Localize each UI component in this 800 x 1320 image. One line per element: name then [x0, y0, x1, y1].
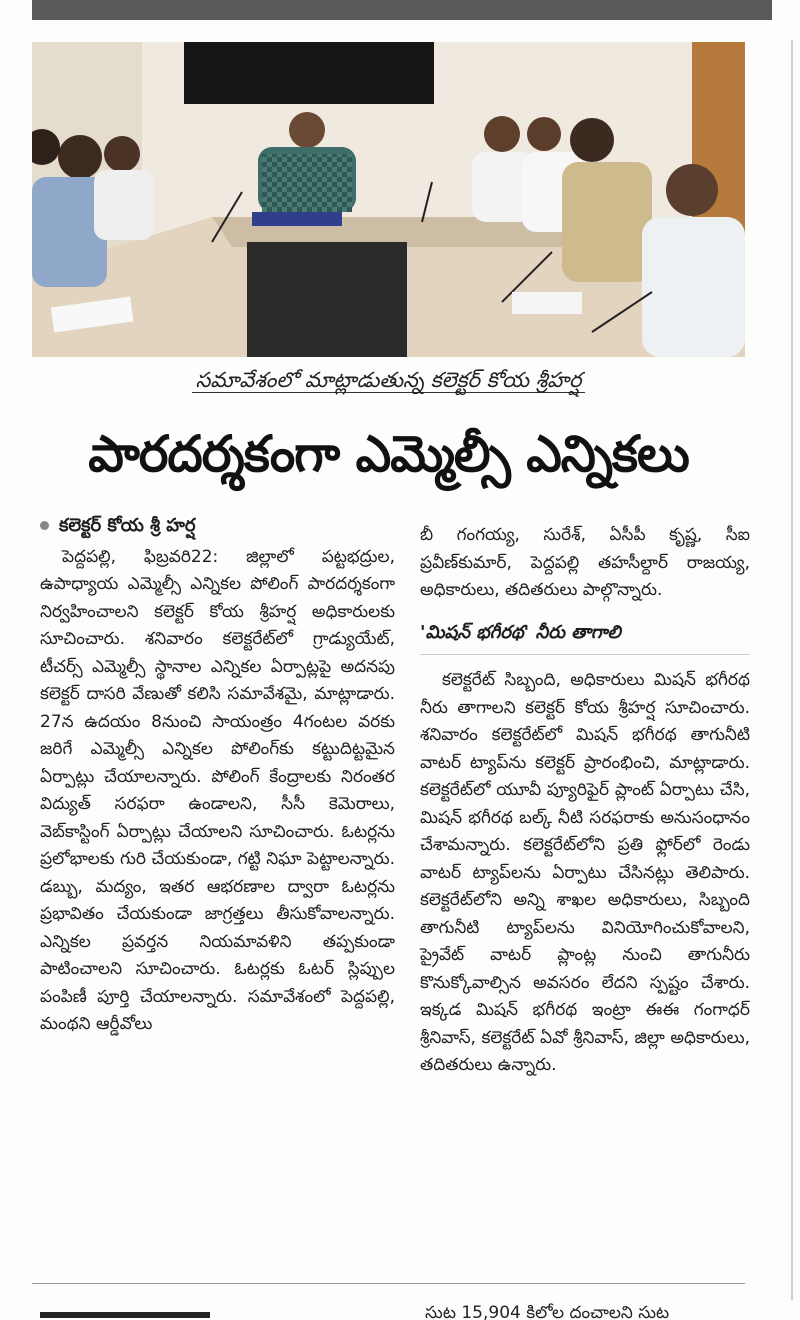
- byline-text: కలెక్టర్ కోయ శ్రీ హర్ష: [59, 515, 196, 536]
- byline: [40, 512, 395, 540]
- next-article-headline-cropped: [40, 1300, 240, 1320]
- column-rule: [791, 40, 793, 1300]
- headline: పారదర్శకంగా ఎమ్మెల్సీ ఎన్నికలు: [88, 425, 689, 483]
- photo-caption: [32, 363, 745, 397]
- right-article-body: కలెక్టరేట్ సిబ్బంది, అధికారులు మిషన్ భగీరథ నీరు తాగాలని కలెక్టర్ కోయ శ్రీహర్ష సూచించారు. శనివారం కలెక్టరేట్‌లో మిషన్ భగీరథ తాగునీటి వాటర్ ట్యాప్‌ను కలెక్టర్ ప్రారంభించి, మాట్లాడారు. కలెక్టరేట్‌లో యూవీ ప్యూరిఫైర్ ప్లాంట్ ఏర్పాటు చేసి, మిషన్ భగీరథ బల్క్ నీటి సరఫరాకు అనుసంధానం చేశామన్నారు. కలెక్టరేట్‌లోని ప్రతి ఫ్లోర్‌లో రెండు వాటర్ ట్యాప్‌లను ఏర్పాటు చేసినట్లు తెలిపారు. కలెక్టరేట్‌లోని అన్ని శాఖల అధికారులు, సిబ్బంది తాగునీటి ట్యాప్‌లను వినియోగించుకోవాలని, ప్రైవేట్ వాటర్ ప్లాంట్ల నుంచి తాగునీరు కొనుక్కోవాల్సిన అవసరం లేదని స్పష్టం చేశారు. ఇక్కడ మిషన్ భగీరథ ఇంట్రా ఈఈ గంగాధర్ శ్రీనివాస్, కలెక్టరేట్ ఏవో శ్రీనివాస్, జిల్లా అధికారులు, తదితరులు ఉన్నారు.: [420, 670, 750, 1075]
- left-article-body: పెద్దపల్లి, ఫిబ్రవరి22: జిల్లాలో పట్టభద్రుల, ఉపాధ్యాయ ఎమ్మెల్సీ ఎన్నికల పోలింగ్ పారదర్శకంగా నిర్వహించాలని కలెక్టర్ కోయ శ్రీహర్ష అధికారులకు సూచించారు. శనివారం కలెక్టరేట్‌లో గ్రాడ్యుయేట్, టీచర్స్ ఎమ్మెల్సీ స్థానాల ఎన్నికల ఏర్పాట్లపై అదనపు కలెక్టర్ దాసరి వేణుతో కలిసి సమావేశమై, మాట్లాడారు. 27న ఉదయం 8నుంచి సాయంత్రం 4గంటల వరకు జరిగే ఎమ్మెల్సీ ఎన్నికల పోలింగ్‌కు కట్టుదిట్టమైన ఏర్పాట్లు చేయాలన్నారు. పోలింగ్ కేంద్రాలకు నిరంతర విద్యుత్ సరఫరా ఉండాలని, సీసీ కెమెరాలు, వెబ్‌కాస్టింగ్ ఏర్పాట్లు చేయాలని సూచించారు. ఓటర్లను ప్రలోభాలకు గురి చేయకుండా, గట్టి నిఘా పెట్టాలన్నారు. డబ్బు, మద్యం, ఇతర ఆభరణాల ద్వారా ఓటర్లను ప్రభావితం చేయకుండా జాగ్రత్తలు తీసుకోవాలన్నారు. ఎన్నికల ప్రవర్తన నియమావళిని తప్పకుండా పాటించాలని సూచించారు. ఓటర్లకు ఓటర్ స్లిప్పుల పంపిణీ పూర్తి చేయాలన్నారు. సమావేశంలో పెద్దపల్లి, మంథని ఆర్డీవోలు: [40, 546, 395, 1034]
- next-article-text-cropped: సుట 15,904 కిలోల దంచాలని సుట: [425, 1303, 670, 1320]
- bottom-rule: [32, 1283, 745, 1284]
- bullet-icon: [40, 521, 49, 530]
- right-article-continuation: బీ గంగయ్య, సురేశ్, ఏసీపీ కృష్ణ, సీఐ ప్రవీణ్‌కుమార్, పెద్దపల్లి తహసీల్దార్ రాజయ్య, అధికారులు, తదితరులు పాల్గొన్నారు.: [420, 525, 750, 600]
- top-banner-bar: [32, 0, 772, 20]
- nameplate: [252, 212, 342, 226]
- meeting-photo: [32, 42, 745, 357]
- subheading: 'మిషన్ భగీరథ' నీరు తాగాలి: [420, 619, 750, 656]
- photo-caption-text: సమావేశంలో మాట్లాడుతున్న కలెక్టర్ కోయ శ్రీహర్ష: [192, 368, 586, 393]
- left-column: [40, 512, 395, 1039]
- right-column: [420, 522, 750, 1080]
